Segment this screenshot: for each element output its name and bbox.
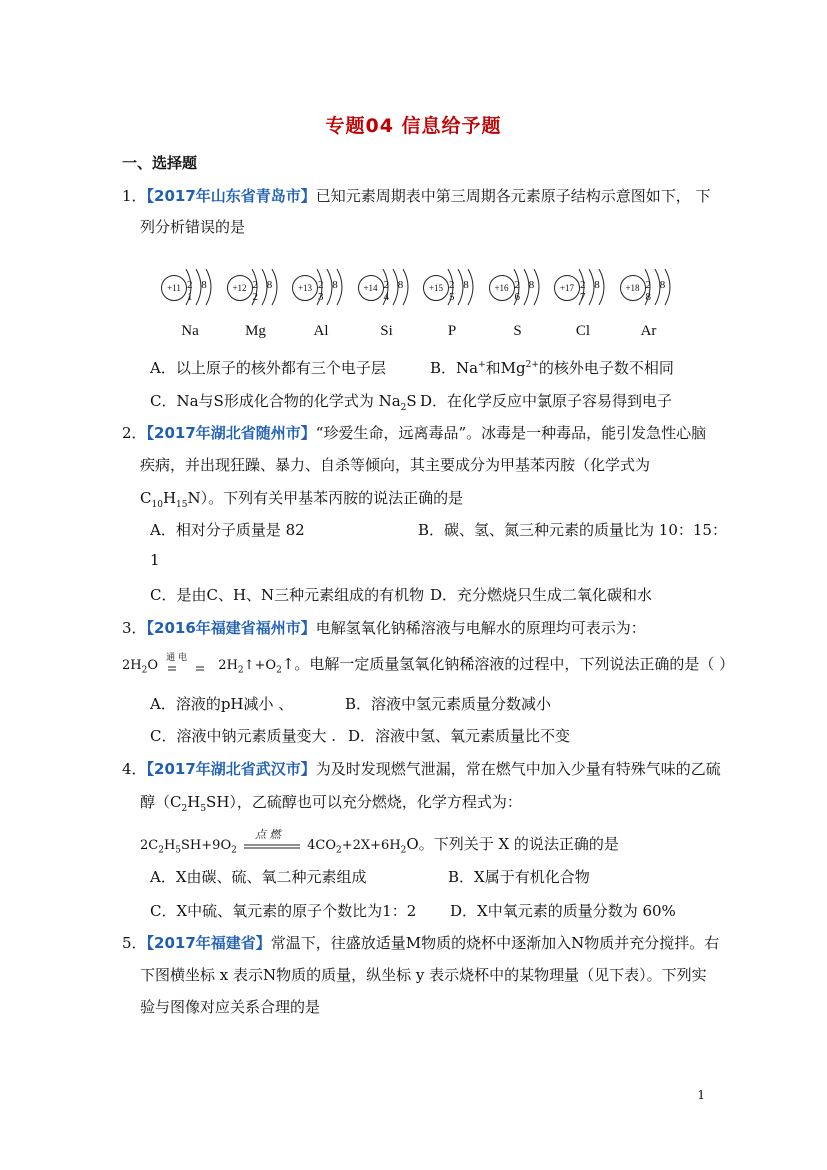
element-symbol: S xyxy=(513,323,522,339)
element-symbol: P xyxy=(447,323,457,339)
shell-electron-counts: 2 8 3 xyxy=(318,279,341,303)
nucleus-label: +17 xyxy=(554,275,580,301)
q3-equation-line: $2H_2O$ 通 电 $2H_2↑+O_2↑$。电解一定质量氢氧化钠稀溶液的过程中，下列说法正确的是（ ） xyxy=(122,652,735,676)
q1-text1: 已知元素周期表中第三周期各元素原子结构示意图如下， 下 xyxy=(315,187,711,205)
q2-text1: “珍爱生命，远离毒品”。冰毒是一种毒品，能引发急性心脑 xyxy=(315,424,707,442)
atom-al xyxy=(291,255,351,345)
q4-number: 4． xyxy=(122,760,147,778)
nucleus-label: +12 xyxy=(227,275,253,301)
q1-number: 1． xyxy=(122,187,147,205)
q2-line2: 疾病，并出现狂躁、暴力、自杀等倾向，其主要成分为甲基苯丙胺（化学式为 xyxy=(140,456,651,474)
equals-sign xyxy=(162,657,214,675)
q4-text1: 为及时发现燃气泄漏，常在燃气中加入少量有特殊气味的乙硫 xyxy=(315,760,721,778)
shell-electron-counts: 2 8 2 xyxy=(252,279,276,303)
element-symbol: Mg xyxy=(245,323,266,339)
q4-line2: 醇$(C_2H_5SH)$，乙硫醇也可以充分燃烧，化学方程式为： xyxy=(140,793,522,814)
element-symbol: Si xyxy=(380,323,393,339)
element-symbol: Cl xyxy=(575,323,591,339)
atom-s xyxy=(488,255,548,345)
q3-option-c: C．溶液中钠元素质量变大 . xyxy=(150,727,337,745)
page-number: 1 xyxy=(697,1088,705,1102)
q3-option-d: D．溶液中氢、氧元素质量比不变 xyxy=(348,727,571,745)
nucleus-label: +11 xyxy=(161,275,187,301)
q1-line1 xyxy=(122,185,711,206)
q5-line2: 下图横坐标 x 表示N物质的质量，纵坐标 y 表示烧杯中的某物理量（见下表）。下列实 xyxy=(140,966,707,984)
q4-line1 xyxy=(122,758,721,779)
combustion-condition: 点 燃 xyxy=(241,837,303,855)
atom-cl xyxy=(553,255,613,345)
q4-option-b: B．X属于有机化合物 xyxy=(448,868,590,886)
q5-line3: 验与图像对应关系合理的是 xyxy=(140,998,321,1016)
page-title: 专题04 信息给予题 xyxy=(325,115,502,137)
q2-option-a: A．相对分子质量是 82 xyxy=(150,521,305,539)
atom-si xyxy=(357,255,417,345)
q2-line1 xyxy=(122,422,706,443)
q1-source: 【2017年山东省青岛市】 xyxy=(146,187,316,205)
q4-option-a: A．X由碳、硫、氧二种元素组成 xyxy=(150,868,367,886)
equals-sign xyxy=(241,837,303,855)
q1-line2: 列分析错误的是 xyxy=(140,218,246,236)
atom-ar xyxy=(619,255,679,345)
q4-equation-line: $2C_2H_5SH+9O_2$ 点 燃 $4CO_2+2X+6H_2O$。下列关于 X 的说法正确的是 xyxy=(140,827,619,856)
shell-electron-counts: 2 8 1 xyxy=(187,279,210,303)
q3-option-a: A．溶液的pH减小 、 xyxy=(150,695,294,713)
q5-text1: 常温下，往盛放适量M物质的烧杯中逐渐加入N物质并充分搅拌。右 xyxy=(270,934,720,952)
q5-source: 【2017年福建省】 xyxy=(146,934,271,952)
element-symbol: Na xyxy=(181,323,199,339)
q4-option-c: C．X中硫、氧元素的原子个数比为1：2 xyxy=(150,902,417,920)
q2-option-b-cont: 1 xyxy=(150,551,160,569)
q1-option-a: A．以上原子的核外都有三个电子层 xyxy=(150,359,386,377)
q2-source: 【2017年湖北省随州市】 xyxy=(146,424,316,442)
atom-p xyxy=(422,255,482,345)
shell-electron-counts: 2 8 5 xyxy=(449,279,472,303)
q2-option-c: C．是由C、H、N三种元素组成的有机物 xyxy=(150,586,425,604)
electrolysis-condition: 通 电 xyxy=(162,657,214,675)
q5-number: 5． xyxy=(122,934,147,952)
shell-electron-counts: 2 8 8 xyxy=(645,279,669,303)
q3-line1 xyxy=(122,617,646,638)
q5-line1 xyxy=(122,932,719,953)
element-symbol: Ar xyxy=(640,323,657,339)
q1-option-d: D．在化学反应中氯原子容易得到电子 xyxy=(420,392,673,410)
shell-electron-counts: 2 8 7 xyxy=(580,279,603,303)
nucleus-label: +16 xyxy=(489,275,515,301)
q4-source: 【2017年湖北省武汉市】 xyxy=(146,760,316,778)
q3-number: 3． xyxy=(122,619,147,637)
q2-line3: $C_{10}H_{15}N$）。下列有关甲基苯丙胺的说法正确的是 xyxy=(140,489,464,510)
nucleus-label: +13 xyxy=(292,275,318,301)
q2-option-b: B．碳、氢、氮三种元素的质量比为 10：15： xyxy=(418,521,727,539)
element-symbol: Al xyxy=(313,323,329,339)
q3-text1: 电解氢氧化钠稀溶液与电解水的原理均可表示为： xyxy=(315,619,646,637)
q1-option-c: C．Na与S形成化合物的化学式为 $Na_2S$ xyxy=(150,392,417,413)
shell-electron-counts: 2 8 4 xyxy=(383,279,407,303)
nucleus-label: +14 xyxy=(358,275,384,301)
section-heading: 一、选择题 xyxy=(122,154,198,172)
q2-option-d: D．充分燃烧只生成二氧化碳和水 xyxy=(430,586,653,604)
q3-option-b: B．溶液中氢元素质量分数减小 xyxy=(345,695,552,713)
shell-electron-counts: 2 8 6 xyxy=(514,279,538,303)
q4-option-d: D．X中氧元素的质量分数为 60% xyxy=(450,902,676,920)
atom-na xyxy=(160,255,220,345)
nucleus-label: +15 xyxy=(423,275,449,301)
nucleus-label: +18 xyxy=(620,275,646,301)
q3-source: 【2016年福建省福州市】 xyxy=(146,619,316,637)
atom-mg xyxy=(226,255,286,345)
q2-number: 2． xyxy=(122,424,147,442)
q1-option-b: B．Na+和$Mg^{2+}$的核外电子数不相同 xyxy=(430,359,674,377)
